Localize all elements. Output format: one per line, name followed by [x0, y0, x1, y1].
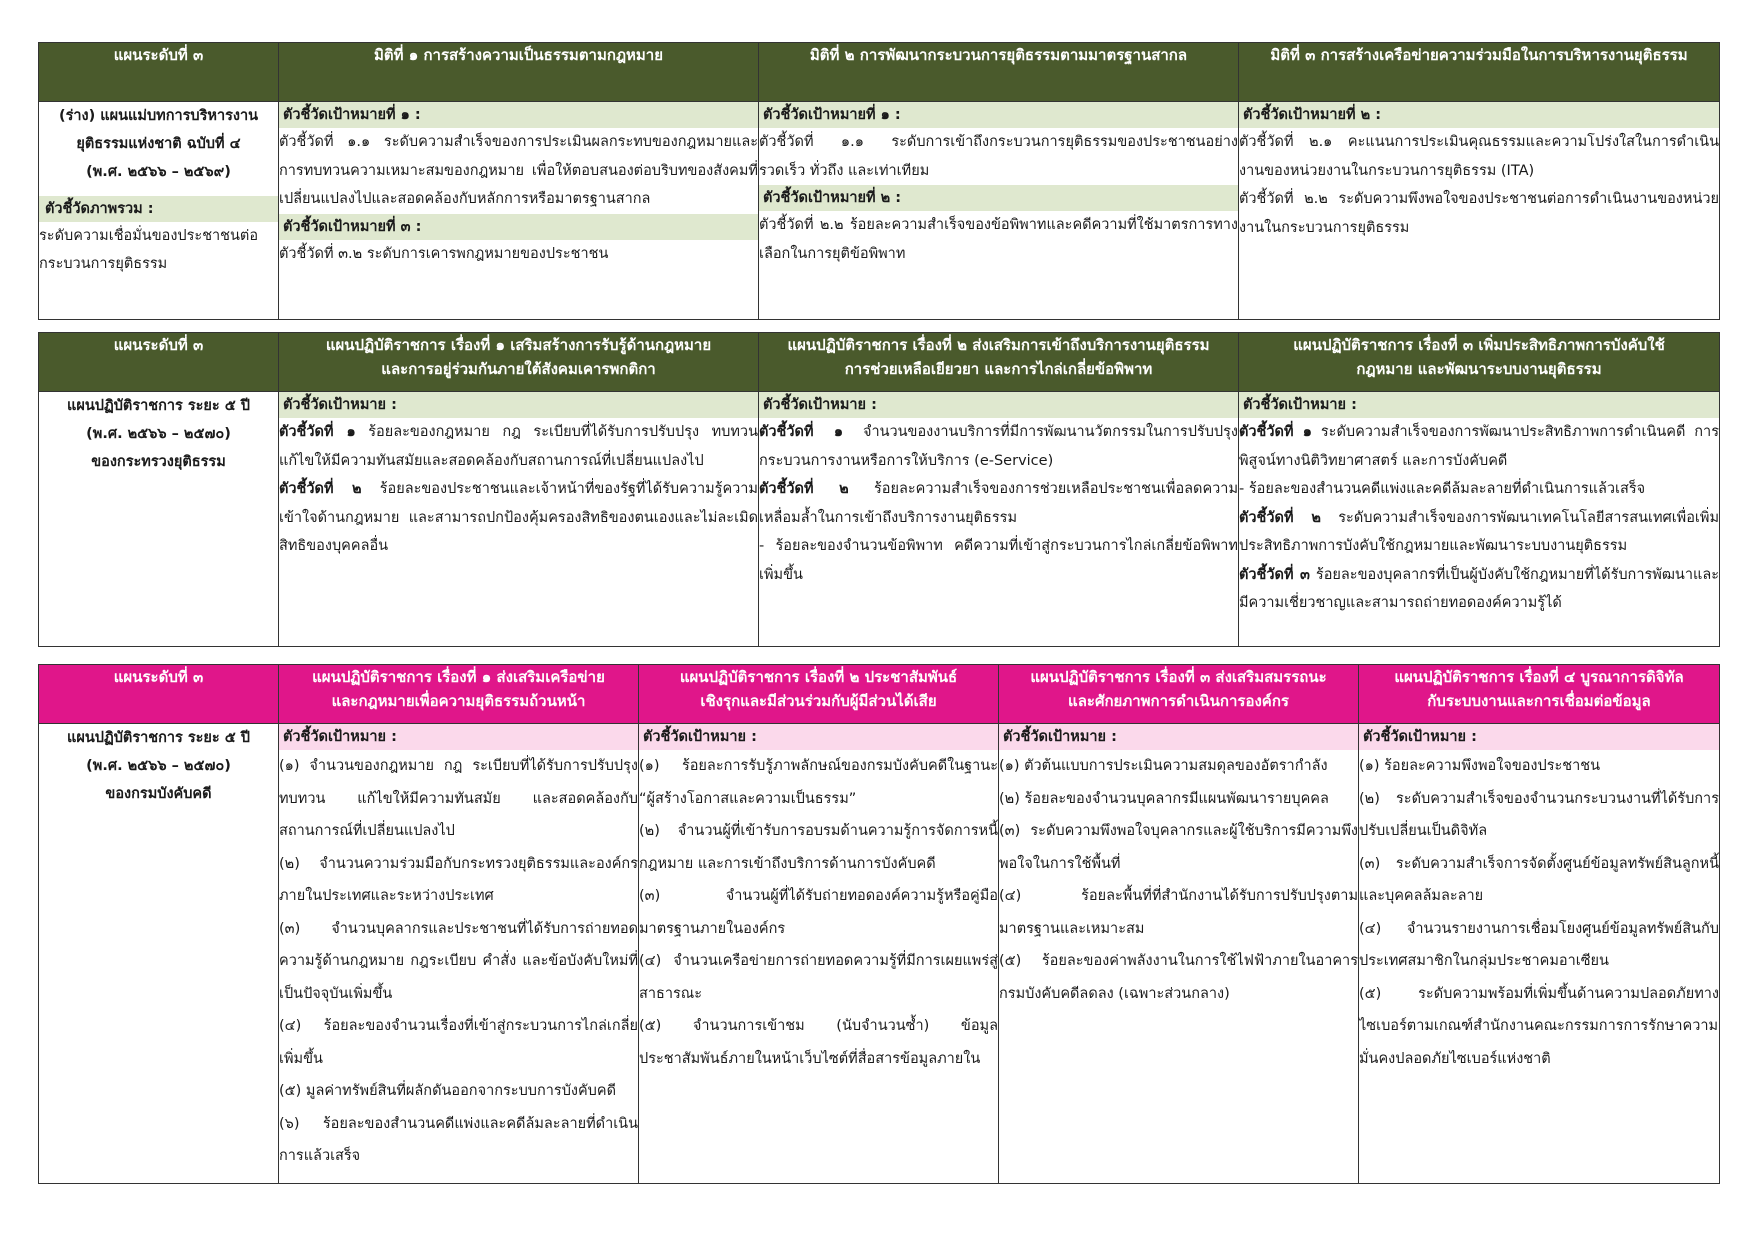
list-item: (๕) มูลค่าทรัพย์สินที่ผลักดันออกจากระบบการบังคับคดี — [279, 1083, 617, 1099]
plan-owner: ของกระทรวงยุติธรรม — [91, 454, 226, 470]
plan-title-line: (ร่าง) แผนแม่บทการบริหารงาน — [58, 108, 259, 124]
dimension-header-1: มิติที่ ๑ การสร้างความเป็นธรรมตามกฎหมาย — [279, 43, 759, 102]
indicator-label: ตัวชี้วัดเป้าหมาย : — [639, 724, 998, 750]
plan-4-cell — [1359, 724, 1720, 1184]
indicator-text: ตัวชี้วัดที่ ๑.๑ ระดับการเข้าถึงกระบวนการยุติธรรมของประชาชนอย่างรวดเร็ว ทั่วถึง และเท่าเทียม — [759, 134, 1238, 179]
plan-header-3: แผนปฏิบัติราชการ เรื่องที่ ๓ เพิ่มประสิทธิภาพการบังคับใช้ กฎหมาย และพัฒนาระบบงานยุติธรรม — [1239, 333, 1720, 392]
level-header: แผนระดับที่ ๓ — [39, 665, 279, 724]
overall-indicator-label: ตัวชี้วัดภาพรวม : — [39, 196, 278, 222]
overall-indicator-text: ระดับความเชื่อมั่นของประชาชนต่อกระบวนการยุติธรรม — [39, 228, 259, 272]
list-item: (๔) ร้อยละพื้นที่ที่สำนักงานได้รับการปรับปรุงตามมาตรฐานและเหมาะสม — [999, 888, 1358, 937]
table-row — [39, 392, 1720, 647]
list-item: (๔) จำนวนรายงานการเชื่อมโยงศูนย์ข้อมูลทรัพย์สินกับประเทศสมาชิกในกลุ่มประชาคมอาเซียน — [1359, 920, 1719, 969]
list-item: (๑) ร้อยละการรับรู้ภาพลักษณ์ของกรมบังคับคดีในฐานะ “ผู้สร้างโอกาสและความเป็นธรรม” — [639, 758, 998, 807]
list-item: (๖) ร้อยละของสำนวนคดีแพ่งและคดีล้มละลายที่ดำเนินการแล้วเสร็จ — [279, 1115, 638, 1164]
list-item: (๒) จำนวนผู้ที่เข้ารับการอบรมด้านความรู้การจัดการหนี้ กฎหมาย และการเข้าถึงบริการด้านการบังคับคดี — [639, 823, 998, 872]
indicator-label: ตัวชี้วัดเป้าหมายที่ ๑ : — [759, 102, 1238, 128]
list-item: (๓) จำนวนผู้ที่ได้รับถ่ายทอดองค์ความรู้หรือคู่มือมาตรฐานภายในองค์กร — [639, 888, 998, 937]
list-item: (๑) ตัวต้นแบบการประเมินความสมดุลของอัตรากำลัง — [999, 758, 1328, 774]
plan-period: (พ.ศ. ๒๕๖๖ – ๒๕๗๐) — [86, 426, 231, 442]
plan-3-cell — [999, 724, 1359, 1184]
dimension-1-cell — [279, 102, 759, 320]
indicator-text: ตัวชี้วัดที่ ๓.๒ ระดับการเคารพกฎหมายของประชาชน — [279, 245, 609, 262]
indicator-text: - ร้อยละของสำนวนคดีแพ่งและคดีล้มละลายที่ดำเนินการแล้วเสร็จ — [1239, 481, 1646, 497]
indicator-label: ตัวชี้วัดเป้าหมายที่ ๑ : — [279, 102, 758, 128]
indicator-label: ตัวชี้วัดเป้าหมายที่ ๒ : — [1239, 102, 1719, 128]
indicator-text: ตัวชี้วัดที่ ๒.๑ คะแนนการประเมินคุณธรรมและความโปร่งใสในการดำเนินงานของหน่วยงานในกระบวนการยุติธรรม (ITA) — [1239, 134, 1719, 179]
indicator-text: ตัวชี้วัดที่ ๑ ร้อยละของกฎหมาย กฎ ระเบียบที่ได้รับการปรับปรุง ทบทวน แก้ไขให้มีความทันสมัยและสอดคล้องกับสถานการณ์ที่เปลี่ยนแปลงไป — [279, 424, 758, 469]
level-header: แผนระดับที่ ๓ — [39, 43, 279, 102]
table-row — [39, 102, 1720, 320]
indicator-label: ตัวชี้วัดเป้าหมาย : — [279, 392, 758, 418]
dimension-2-cell — [759, 102, 1239, 320]
plan-header-4: แผนปฏิบัติราชการ เรื่องที่ ๔ บูรณาการดิจิทัล กับระบบงานและการเชื่อมต่อข้อมูล — [1359, 665, 1720, 724]
list-item: (๕) ระดับความพร้อมที่เพิ่มขึ้นด้านความปลอดภัยทางไซเบอร์ตามเกณฑ์สำนักงานคณะกรรมการการรักษาความมั่นคงปลอดภัยไซเบอร์แห่งชาติ — [1359, 985, 1719, 1067]
plan-header-2: แผนปฏิบัติราชการ เรื่องที่ ๒ ประชาสัมพันธ์ เชิงรุกและมีส่วนร่วมกับผู้มีส่วนได้เสีย — [639, 665, 999, 724]
plan-title-line: ยุติธรรมแห่งชาติ ฉบับที่ ๔ — [76, 136, 241, 152]
plan-1-cell — [279, 724, 639, 1184]
list-item: (๒) ร้อยละของจำนวนบุคลากรมีแผนพัฒนารายบุคคล — [999, 790, 1329, 807]
indicator-text: ตัวชี้วัดที่ ๒ ระดับความสำเร็จของการพัฒนาเทคโนโลยีสารสนเทศเพื่อเพิ่มประสิทธิภาพการบังคับใช้กฎหมายและพัฒนาระบบงานยุติธรรม — [1239, 509, 1719, 554]
list-item: (๕) ร้อยละของค่าพลังงานในการใช้ไฟฟ้าภายในอาคารกรมบังคับคดีลดลง (เฉพาะส่วนกลาง) — [999, 953, 1358, 1002]
list-item: (๒) ระดับความสำเร็จของจำนวนกระบวนงานที่ได้รับการปรับเปลี่ยนเป็นดิจิทัล — [1359, 790, 1719, 839]
indicator-text: ตัวชี้วัดที่ ๒ ร้อยละความสำเร็จของการช่วยเหลือประชาชนเพื่อลดความเหลื่อมล้ำในการเข้าถึงบริการงานยุติธรรม — [759, 481, 1238, 526]
indicator-text: ตัวชี้วัดที่ ๑ จำนวนของงานบริการที่มีการพัฒนานวัตกรรมในการปรับปรุงกระบวนการงานหรือการให้บริการ (e-Service) — [759, 424, 1238, 469]
indicator-text: - ร้อยละของจำนวนข้อพิพาท คดีความที่เข้าสู่กระบวนการไกล่เกลี่ยข้อพิพาทเพิ่มขึ้น — [759, 538, 1238, 583]
plan-2-cell — [639, 724, 999, 1184]
dimension-header-3: มิติที่ ๓ การสร้างเครือข่ายความร่วมมือในการบริหารงานยุติธรรม — [1239, 43, 1720, 102]
plan-title-line: แผนปฏิบัติราชการ ระยะ ๕ ปี — [67, 730, 250, 746]
indicator-label: ตัวชี้วัดเป้าหมาย : — [759, 392, 1238, 418]
indicator-text: ตัวชี้วัดที่ ๒.๒ ร้อยละความสำเร็จของข้อพิพาทและคดีความที่ใช้มาตรการทางเลือกในการยุติข้อพิพาท — [759, 217, 1238, 262]
strategy-dimensions-table — [38, 42, 1720, 320]
plan-period: (พ.ศ. ๒๕๖๖ – ๒๕๗๐) — [86, 758, 231, 774]
indicator-text: ตัวชี้วัดที่ ๒ ร้อยละของประชาชนและเจ้าหน้าที่ของรัฐที่ได้รับความรู้ความเข้าใจด้านกฎหมาย และสามารถปกป้องคุ้มครองสิทธิของตนเองและไม่ละเมิดสิทธิของบุคคลอื่น — [279, 481, 758, 554]
indicator-label: ตัวชี้วัดเป้าหมาย : — [1239, 392, 1719, 418]
plan-header-1: แผนปฏิบัติราชการ เรื่องที่ ๑ ส่งเสริมเครือข่าย และกฎหมายเพื่อความยุติธรรมถ้วนหน้า — [279, 665, 639, 724]
plan-title-line: แผนปฏิบัติราชการ ระยะ ๕ ปี — [67, 398, 250, 414]
indicator-label: ตัวชี้วัดเป้าหมายที่ ๒ : — [759, 185, 1238, 211]
list-item: (๑) ร้อยละความพึงพอใจของประชาชน — [1359, 758, 1601, 774]
indicator-text: ตัวชี้วัดที่ ๑ ระดับความสำเร็จของการพัฒนาประสิทธิภาพการดำเนินคดี การพิสูจน์ทางนิติวิทยาศาสตร์ และการบังคับคดี — [1239, 424, 1719, 469]
table-header-row — [39, 43, 1720, 102]
list-item: (๒) จำนวนความร่วมมือกับกระทรวงยุติธรรมและองค์กรภายในประเทศและระหว่างประเทศ — [279, 855, 638, 904]
list-item: (๑) จำนวนของกฎหมาย กฎ ระเบียบที่ได้รับการปรับปรุง ทบทวน แก้ไขให้มีความทันสมัย และสอดคล้องกับสถานการณ์ที่เปลี่ยนแปลงไป — [279, 758, 638, 839]
dimension-header-2: มิติที่ ๒ การพัฒนากระบวนการยุติธรรมตามมาตรฐานสากล — [759, 43, 1239, 102]
indicator-label: ตัวชี้วัดเป้าหมาย : — [279, 724, 638, 750]
plan-header-2: แผนปฏิบัติราชการ เรื่องที่ ๒ ส่งเสริมการเข้าถึงบริการงานยุติธรรม การช่วยเหลือเยียวยา และการไกล่เกลี่ยข้อพิพาท — [759, 333, 1239, 392]
indicator-text: ตัวชี้วัดที่ ๓ ร้อยละของบุคลากรที่เป็นผู้บังคับใช้กฎหมายที่ได้รับการพัฒนาและมีความเชี่ยวชาญและสามารถถ่ายทอดองค์ความรู้ได้ — [1239, 566, 1719, 611]
plan-owner: ของกรมบังคับคดี — [105, 786, 212, 802]
list-item: (๔) จำนวนเครือข่ายการถ่ายทอดความรู้ที่มีการเผยแพร่สู่สาธารณะ — [639, 953, 998, 1002]
plan-2-cell — [759, 392, 1239, 647]
list-item: (๕) จำนวนการเข้าชม (นับจำนวนซ้ำ) ข้อมูลประชาสัมพันธ์ภายในหน้าเว็บไซต์ที่สื่อสารข้อมูลภายใน — [639, 1018, 998, 1067]
indicator-text: ตัวชี้วัดที่ ๑.๑ ระดับความสำเร็จของการประเมินผลกระทบของกฎหมายและการทบทวนความเหมาะสมของกฎหมาย เพื่อให้ตอบสนองต่อบริบทของสังคมที่เปลี่ยนแปลงไปและสอดคล้องกับหลักการหรือมาตรฐานสากล — [279, 134, 758, 207]
plan-name-cell — [39, 102, 279, 320]
plan-name-cell — [39, 392, 279, 647]
plan-1-cell — [279, 392, 759, 647]
table-header-row — [39, 665, 1720, 724]
dimension-3-cell — [1239, 102, 1720, 320]
ministry-action-plan-table — [38, 332, 1720, 647]
table-header-row — [39, 333, 1720, 392]
department-action-plan-table — [38, 664, 1720, 1184]
plan-header-1: แผนปฏิบัติราชการ เรื่องที่ ๑ เสริมสร้างการรับรู้ด้านกฎหมาย และการอยู่ร่วมกันภายใต้สังคมเคารพกติกา — [279, 333, 759, 392]
indicator-text: ตัวชี้วัดที่ ๒.๒ ระดับความพึงพอใจของประชาชนต่อการดำเนินงานของหน่วยงานในกระบวนการยุติธรรม — [1239, 191, 1719, 236]
list-item: (๓) ระดับความพึงพอใจบุคลากรและผู้ใช้บริการมีความพึงพอใจในการใช้พื้นที่ — [999, 823, 1358, 872]
list-item: (๔) ร้อยละของจำนวนเรื่องที่เข้าสู่กระบวนการไกล่เกลี่ยเพิ่มขึ้น — [279, 1018, 638, 1067]
plan-period: (พ.ศ. ๒๕๖๖ – ๒๕๖๙) — [86, 164, 231, 180]
plan-3-cell — [1239, 392, 1720, 647]
level-header: แผนระดับที่ ๓ — [39, 333, 279, 392]
table-row — [39, 724, 1720, 1184]
plan-header-3: แผนปฏิบัติราชการ เรื่องที่ ๓ ส่งเสริมสมรรถนะ และศักยภาพการดำเนินการองค์กร — [999, 665, 1359, 724]
list-item: (๓) ระดับความสำเร็จการจัดตั้งศูนย์ข้อมูลทรัพย์สินลูกหนี้และบุคคลล้มละลาย — [1359, 855, 1719, 904]
indicator-label: ตัวชี้วัดเป้าหมาย : — [999, 724, 1358, 750]
indicator-label: ตัวชี้วัดเป้าหมายที่ ๓ : — [279, 214, 758, 240]
plan-name-cell — [39, 724, 279, 1184]
indicator-label: ตัวชี้วัดเป้าหมาย : — [1359, 724, 1719, 750]
list-item: (๓) จำนวนบุคลากรและประชาชนที่ได้รับการถ่ายทอดความรู้ด้านกฎหมาย กฎระเบียบ คำสั่ง และข้อบังคับใหม่ที่เป็นปัจจุบันเพิ่มขึ้น — [279, 920, 638, 1002]
